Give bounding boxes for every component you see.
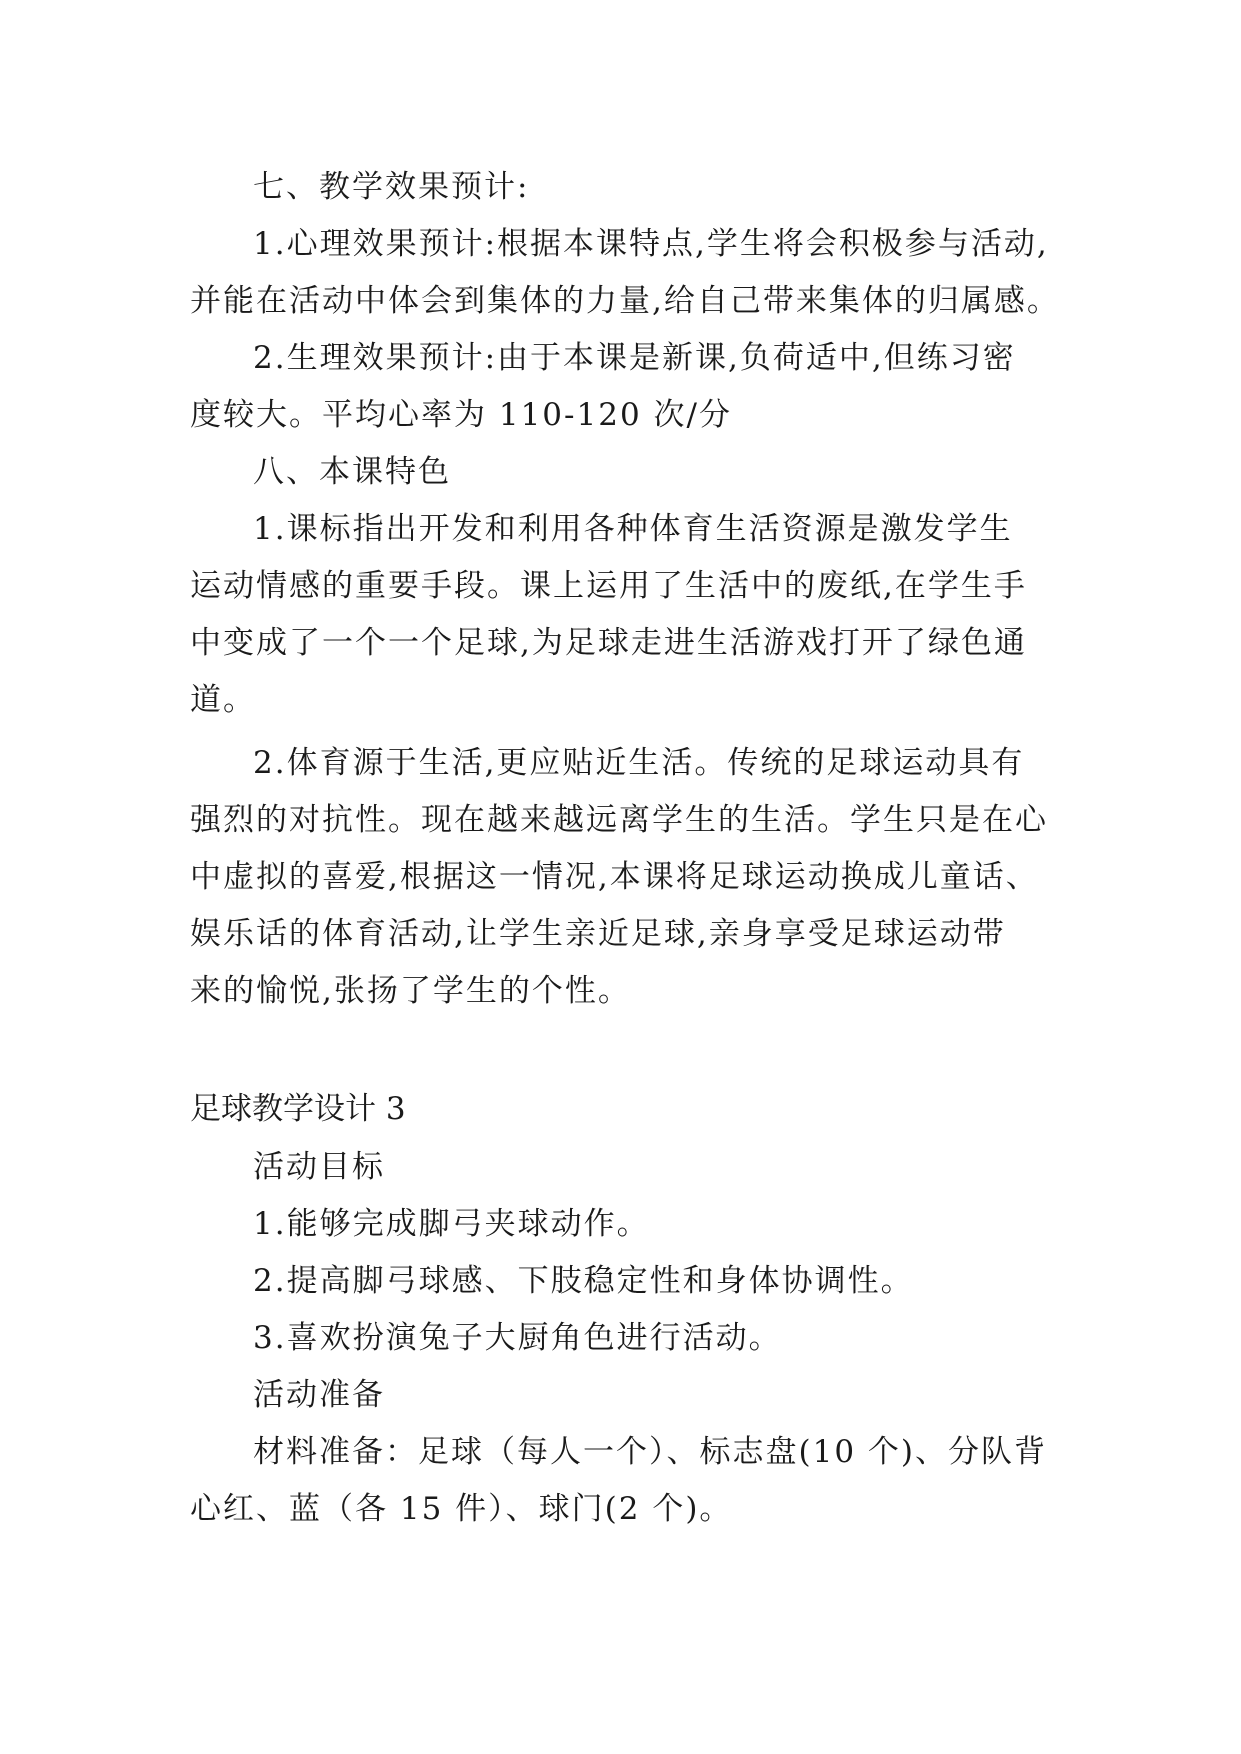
paragraph-line: 运动情感的重要手段。课上运用了生活中的废纸,在学生手 [190, 568, 1027, 604]
list-item: 3.喜欢扮演兔子大厨角色进行活动。 [253, 1320, 782, 1356]
paragraph-line: 1.心理效果预计:根据本课特点,学生将会积极参与活动, [253, 226, 1049, 262]
paragraph-line: 度较大。平均心率为 110-120 次/分 [190, 397, 732, 433]
subheading-activity-goals: 活动目标 [253, 1149, 385, 1185]
paragraph-line: 并能在活动中体会到集体的力量,给自己带来集体的归属感。 [190, 283, 1060, 319]
paragraph-line: 娱乐话的体育活动,让学生亲近足球,亲身享受足球运动带 [190, 916, 1006, 952]
document-title: 足球教学设计 3 [190, 1091, 406, 1127]
paragraph-line: 1.课标指出开发和利用各种体育生活资源是激发学生 [253, 511, 1013, 547]
paragraph-line: 来的愉悦,张扬了学生的个性。 [190, 973, 631, 1009]
paragraph-line: 中变成了一个一个足球,为足球走进生活游戏打开了绿色通 [190, 625, 1027, 661]
paragraph-line: 强烈的对抗性。现在越来越远离学生的生活。学生只是在心 [190, 802, 1048, 838]
list-item: 2.提高脚弓球感、下肢稳定性和身体协调性。 [253, 1263, 914, 1299]
list-item: 1.能够完成脚弓夹球动作。 [253, 1206, 650, 1242]
paragraph-line: 2.体育源于生活,更应贴近生活。传统的足球运动具有 [253, 745, 1025, 781]
paragraph-line: 中虚拟的喜爱,根据这一情况,本课将足球运动换成儿童话、 [190, 859, 1039, 895]
subheading-activity-prep: 活动准备 [253, 1377, 385, 1413]
section-heading-8: 八、本课特色 [253, 454, 451, 490]
paragraph-line: 材料准备：足球（每人一个）、标志盘(10 个)、分队背 [253, 1434, 1047, 1470]
paragraph-line: 2.生理效果预计:由于本课是新课,负荷适中,但练习密 [253, 340, 1016, 376]
paragraph-line: 心红、蓝（各 15 件）、球门(2 个)。 [190, 1491, 733, 1527]
section-heading-7: 七、教学效果预计: [253, 169, 530, 205]
paragraph-line: 道。 [190, 682, 256, 718]
